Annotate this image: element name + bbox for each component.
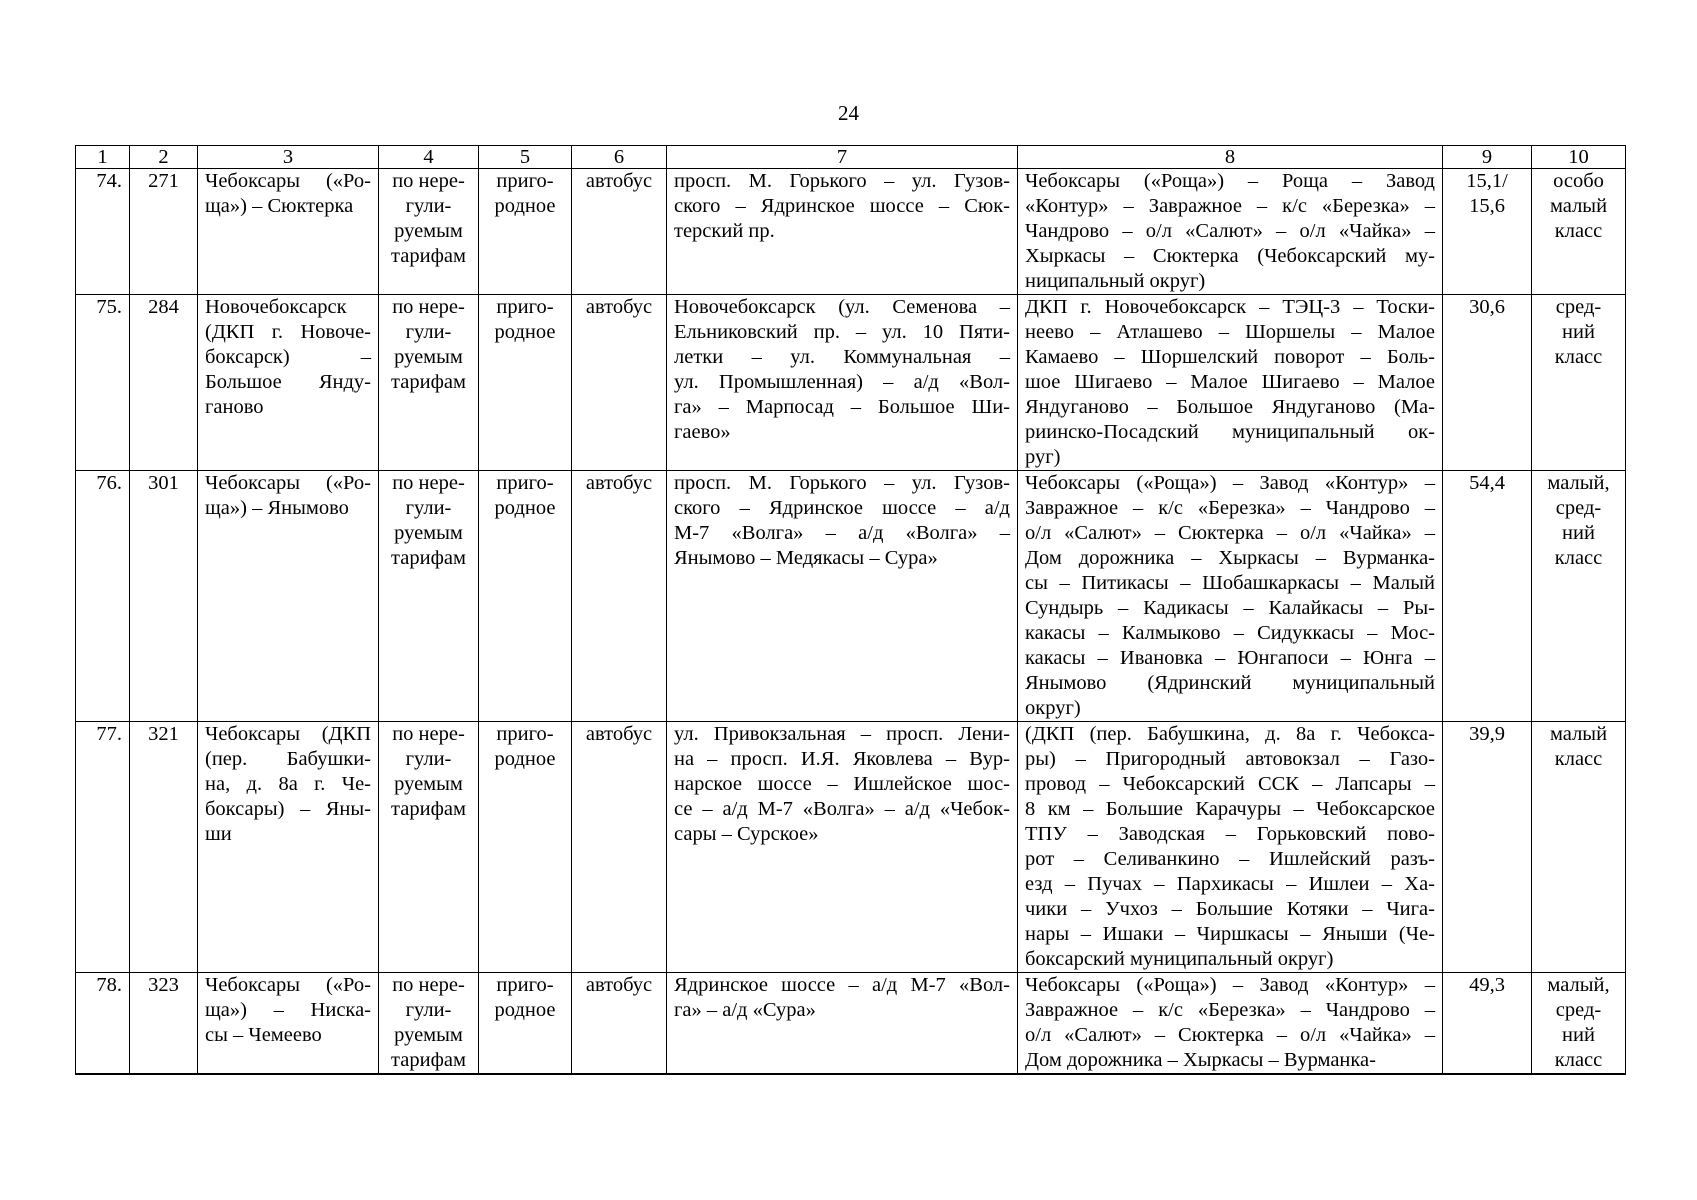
routes-table <box>75 145 1626 1075</box>
route-stops-line: о/л «Салют» – Сюктерка – о/л «Чайка» – <box>1025 522 1435 544</box>
column-header: 10 <box>1532 146 1626 169</box>
route-stops-line: риинско-Посадский муниципальный ок- <box>1025 421 1435 443</box>
route-distance-line: 39,9 <box>1469 723 1505 745</box>
route-stops-cell <box>1018 973 1443 1075</box>
column-header: 5 <box>479 146 572 169</box>
route-streets-line: гаево» <box>674 421 731 443</box>
route-name-line: Чебоксары («Ро- <box>205 170 371 192</box>
route-stops-line: неево – Атлашево – Шоршелы – Малое <box>1025 321 1435 343</box>
route-stops-line: рот – Селиванкино – Ишлейский разъ- <box>1025 848 1435 870</box>
route-stops-line: нары – Ишаки – Чиршкасы – Яныши (Че- <box>1025 923 1435 945</box>
route-stops-line: шое Шигаево – Малое Шигаево – Малое <box>1025 371 1435 393</box>
route-streets-line: ул. Промышленная) – а/д «Вол- <box>674 371 1010 393</box>
route-kind-cell <box>479 973 572 1075</box>
tariff-type-line: тарифам <box>391 245 466 267</box>
route-number-cell: 74. <box>76 169 130 295</box>
tariff-type-cell <box>379 169 479 295</box>
tariff-type-line: гули- <box>405 321 452 343</box>
route-kind-line: приго- <box>496 170 554 192</box>
route-streets-line: ул. Привокзальная – просп. Лени- <box>674 723 1010 745</box>
route-distance-cell <box>1443 471 1532 722</box>
route-stops-line: сы – Питикасы – Шобашкаркасы – Малый <box>1025 572 1435 594</box>
vehicle-class-line: ний <box>1562 1024 1595 1046</box>
tariff-type-line: тарифам <box>391 371 466 393</box>
route-streets-line: Ельниковский пр. – ул. 10 Пяти- <box>674 321 1010 343</box>
route-name-line: ща») – Ниска- <box>205 999 371 1021</box>
vehicle-class-line: малый, <box>1547 974 1610 996</box>
route-name-cell <box>198 722 379 973</box>
route-stops-cell <box>1018 471 1443 722</box>
vehicle-class-line: сред- <box>1555 497 1602 519</box>
tariff-type-line: гули- <box>405 497 452 519</box>
route-name-line: (ДКП г. Новоче- <box>205 321 371 343</box>
route-stops-line: какасы – Калмыково – Сидуккасы – Мос- <box>1025 622 1435 644</box>
route-name-line: сы – Чемеево <box>205 1024 322 1046</box>
route-streets-line: ского – Ядринское шоссе – Сюк- <box>674 195 1010 217</box>
route-stops-line: Янымово (Ядринский муниципальный <box>1025 672 1435 694</box>
route-distance-line: 30,6 <box>1469 296 1505 318</box>
vehicle-class-line: малый <box>1549 723 1608 745</box>
route-distance-line: 15,1/ <box>1466 170 1508 192</box>
route-name-line: Большое Янду- <box>205 371 371 393</box>
route-streets-line: М-7 «Волга» – а/д «Волга» – <box>674 522 1010 544</box>
route-stops-line: Камаево – Шоршелский поворот – Боль- <box>1025 346 1435 368</box>
route-distance-cell <box>1443 169 1532 295</box>
route-number-cell: 75. <box>76 295 130 471</box>
route-streets-line: просп. М. Горького – ул. Гузов- <box>674 170 1010 192</box>
route-name-line: ши <box>205 823 232 845</box>
registration-number-cell: 284 <box>130 295 198 471</box>
route-kind-cell <box>479 295 572 471</box>
route-stops-line: о/л «Салют» – Сюктерка – о/л «Чайка» – <box>1025 1024 1435 1046</box>
vehicle-class-line: малый <box>1549 195 1608 217</box>
route-stops-line: Чебоксары («Роща») – Завод «Контур» – <box>1025 974 1435 996</box>
route-name-cell <box>198 295 379 471</box>
tariff-type-line: гули- <box>405 195 452 217</box>
tariff-type-line: руемым <box>394 522 463 544</box>
route-kind-line: приго- <box>496 723 554 745</box>
route-distance-cell <box>1443 973 1532 1075</box>
vehicle-class-line: особо <box>1553 170 1604 192</box>
route-number-cell: 78. <box>76 973 130 1075</box>
route-name-line: Новочебоксарск <box>205 296 347 318</box>
route-stops-cell <box>1018 169 1443 295</box>
vehicle-class-line: класс <box>1554 748 1603 770</box>
route-distance-line: 54,4 <box>1469 472 1505 494</box>
route-stops-line: ры) – Пригородный автовокзал – Газо- <box>1025 748 1435 770</box>
vehicle-class-line: ний <box>1562 321 1595 343</box>
route-distance-line: 15,6 <box>1469 195 1505 217</box>
route-stops-line: округ) <box>1025 697 1081 719</box>
route-stops-line: какасы – Ивановка – Юнгапоси – Юнга – <box>1025 647 1435 669</box>
route-distance-cell <box>1443 295 1532 471</box>
route-streets-line: просп. М. Горького – ул. Гузов- <box>674 472 1010 494</box>
transport-type-cell: автобус <box>572 169 667 295</box>
column-header: 4 <box>379 146 479 169</box>
route-stops-cell <box>1018 722 1443 973</box>
column-number-row <box>76 146 1626 169</box>
route-name-line: боксарск) – <box>205 346 371 368</box>
route-stops-line: провод – Чебоксарский ССК – Лапсары – <box>1025 773 1435 795</box>
route-number-cell: 76. <box>76 471 130 722</box>
route-kind-line: приго- <box>496 974 554 996</box>
route-stops-line: чики – Учхоз – Большие Котяки – Чига- <box>1025 898 1435 920</box>
tariff-type-line: руемым <box>394 220 463 242</box>
route-streets-line: на – просп. И.Я. Яковлева – Вур- <box>674 748 1010 770</box>
route-name-line: ща») – Сюктерка <box>205 195 354 217</box>
tariff-type-line: тарифам <box>391 1049 466 1071</box>
tariff-type-line: гули- <box>405 748 452 770</box>
route-number-cell: 77. <box>76 722 130 973</box>
tariff-type-line: тарифам <box>391 547 466 569</box>
route-stops-line: ДКП г. Новочебоксарск – ТЭЦ-3 – Тоски- <box>1025 296 1435 318</box>
route-name-line: ща») – Янымово <box>205 497 349 519</box>
route-kind-line: родное <box>494 195 556 217</box>
route-stops-line: Дом дорожника – Хыркасы – Вурманка- <box>1025 547 1435 569</box>
tariff-type-line: по нере- <box>392 170 465 192</box>
route-stops-line: ниципальный округ) <box>1025 270 1206 292</box>
route-name-cell <box>198 471 379 722</box>
route-stops-line: Завражное – к/с «Березка» – Чандрово – <box>1025 497 1435 519</box>
route-kind-line: родное <box>494 748 556 770</box>
tariff-type-cell <box>379 295 479 471</box>
route-kind-cell <box>479 471 572 722</box>
table-row <box>76 169 1626 295</box>
vehicle-class-cell <box>1532 295 1626 471</box>
route-stops-line: Чебоксары («Роща») – Завод «Контур» – <box>1025 472 1435 494</box>
route-stops-line: Чандрово – о/л «Салют» – о/л «Чайка» – <box>1025 220 1435 242</box>
vehicle-class-line: ний <box>1562 522 1595 544</box>
tariff-type-line: тарифам <box>391 798 466 820</box>
route-name-line: ганово <box>205 396 264 418</box>
route-kind-line: родное <box>494 497 556 519</box>
column-header: 8 <box>1018 146 1443 169</box>
vehicle-class-line: сред- <box>1555 296 1602 318</box>
route-stops-line: (ДКП (пер. Бабушкина, д. 8а г. Чебокса- <box>1025 723 1435 745</box>
transport-type-cell: автобус <box>572 295 667 471</box>
tariff-type-cell <box>379 973 479 1075</box>
route-kind-cell <box>479 722 572 973</box>
route-stops-line: Хыркасы – Сюктерка (Чебоксарский му- <box>1025 245 1435 267</box>
route-distance-line: 49,3 <box>1469 974 1505 996</box>
route-streets-line: ского – Ядринское шоссе – а/д <box>674 497 1010 519</box>
route-streets-line: Новочебоксарск (ул. Семенова – <box>674 296 1010 318</box>
tariff-type-line: по нере- <box>392 472 465 494</box>
route-stops-line: Завражное – к/с «Березка» – Чандрово – <box>1025 999 1435 1021</box>
route-name-line: Чебоксары («Ро- <box>205 472 371 494</box>
page-number: 24 <box>838 101 859 125</box>
column-header: 1 <box>76 146 130 169</box>
vehicle-class-line: класс <box>1554 547 1603 569</box>
route-name-line: Чебоксары («Ро- <box>205 974 371 996</box>
route-kind-line: приго- <box>496 472 554 494</box>
route-stops-cell <box>1018 295 1443 471</box>
route-distance-cell <box>1443 722 1532 973</box>
route-streets-line: летки – ул. Коммунальная – <box>674 346 1010 368</box>
column-header: 9 <box>1443 146 1532 169</box>
tariff-type-line: руемым <box>394 346 463 368</box>
route-streets-cell <box>667 722 1018 973</box>
tariff-type-line: по нере- <box>392 974 465 996</box>
route-streets-cell <box>667 169 1018 295</box>
tariff-type-cell <box>379 722 479 973</box>
route-kind-cell <box>479 169 572 295</box>
vehicle-class-cell <box>1532 973 1626 1075</box>
route-streets-cell <box>667 295 1018 471</box>
route-stops-line: боксарский муниципальный округ) <box>1025 948 1334 970</box>
registration-number-cell: 321 <box>130 722 198 973</box>
route-name-line: (пер. Бабушки- <box>205 748 371 770</box>
routes-table-body <box>76 169 1626 1075</box>
vehicle-class-cell <box>1532 722 1626 973</box>
route-streets-line: Янымово – Медякасы – Сура» <box>674 547 938 569</box>
route-streets-line: нарское шоссе – Ишлейское шос- <box>674 773 1010 795</box>
route-streets-line: га» – а/д «Сура» <box>674 999 816 1021</box>
registration-number-cell: 271 <box>130 169 198 295</box>
route-stops-line: езд – Пучах – Пархикасы – Ишлеи – Ха- <box>1025 873 1435 895</box>
route-stops-line: руг) <box>1025 446 1061 468</box>
transport-type-cell: автобус <box>572 471 667 722</box>
route-streets-line: Ядринское шоссе – а/д М-7 «Вол- <box>674 974 1010 996</box>
route-streets-line: сары – Сурское» <box>674 823 819 845</box>
vehicle-class-line: класс <box>1554 220 1603 242</box>
column-header: 3 <box>198 146 379 169</box>
tariff-type-cell <box>379 471 479 722</box>
route-streets-line: терский пр. <box>674 220 775 242</box>
route-kind-line: родное <box>494 321 556 343</box>
route-stops-line: Чебоксары («Роща») – Роща – Завод <box>1025 170 1435 192</box>
table-row <box>76 722 1626 973</box>
tariff-type-line: руемым <box>394 773 463 795</box>
route-streets-line: се – а/д М-7 «Волга» – а/д «Чебок- <box>674 798 1010 820</box>
route-kind-line: родное <box>494 999 556 1021</box>
vehicle-class-cell <box>1532 169 1626 295</box>
route-name-line: боксары) – Яны- <box>205 798 371 820</box>
table-row <box>76 471 1626 722</box>
vehicle-class-cell <box>1532 471 1626 722</box>
route-name-line: Чебоксары (ДКП <box>205 723 371 745</box>
tariff-type-line: по нере- <box>392 296 465 318</box>
route-streets-cell <box>667 973 1018 1075</box>
route-streets-line: га» – Марпосад – Большое Ши- <box>674 396 1010 418</box>
tariff-type-line: руемым <box>394 1024 463 1046</box>
route-stops-line: 8 км – Большие Карачуры – Чебоксарское <box>1025 798 1435 820</box>
column-header: 7 <box>667 146 1018 169</box>
registration-number-cell: 301 <box>130 471 198 722</box>
route-stops-line: «Контур» – Завражное – к/с «Березка» – <box>1025 195 1435 217</box>
vehicle-class-line: малый, <box>1547 472 1610 494</box>
vehicle-class-line: класс <box>1554 346 1603 368</box>
route-name-line: на, д. 8а г. Че- <box>205 773 371 795</box>
transport-type-cell: автобус <box>572 722 667 973</box>
tariff-type-line: по нере- <box>392 723 465 745</box>
route-kind-line: приго- <box>496 296 554 318</box>
vehicle-class-line: сред- <box>1555 999 1602 1021</box>
tariff-type-line: гули- <box>405 999 452 1021</box>
route-stops-line: Дом дорожника – Хыркасы – Вурманка- <box>1025 1049 1376 1071</box>
registration-number-cell: 323 <box>130 973 198 1075</box>
table-row <box>76 295 1626 471</box>
route-streets-cell <box>667 471 1018 722</box>
route-stops-line: Сундырь – Кадикасы – Калайкасы – Ры- <box>1025 597 1435 619</box>
route-name-cell <box>198 169 379 295</box>
route-stops-line: Яндуганово – Большое Яндуганово (Ма- <box>1025 396 1435 418</box>
route-name-cell <box>198 973 379 1075</box>
column-header: 6 <box>572 146 667 169</box>
column-header: 2 <box>130 146 198 169</box>
vehicle-class-line: класс <box>1554 1049 1603 1071</box>
transport-type-cell: автобус <box>572 973 667 1075</box>
route-stops-line: ТПУ – Заводская – Горьковский пово- <box>1025 823 1435 845</box>
table-row <box>76 973 1626 1075</box>
